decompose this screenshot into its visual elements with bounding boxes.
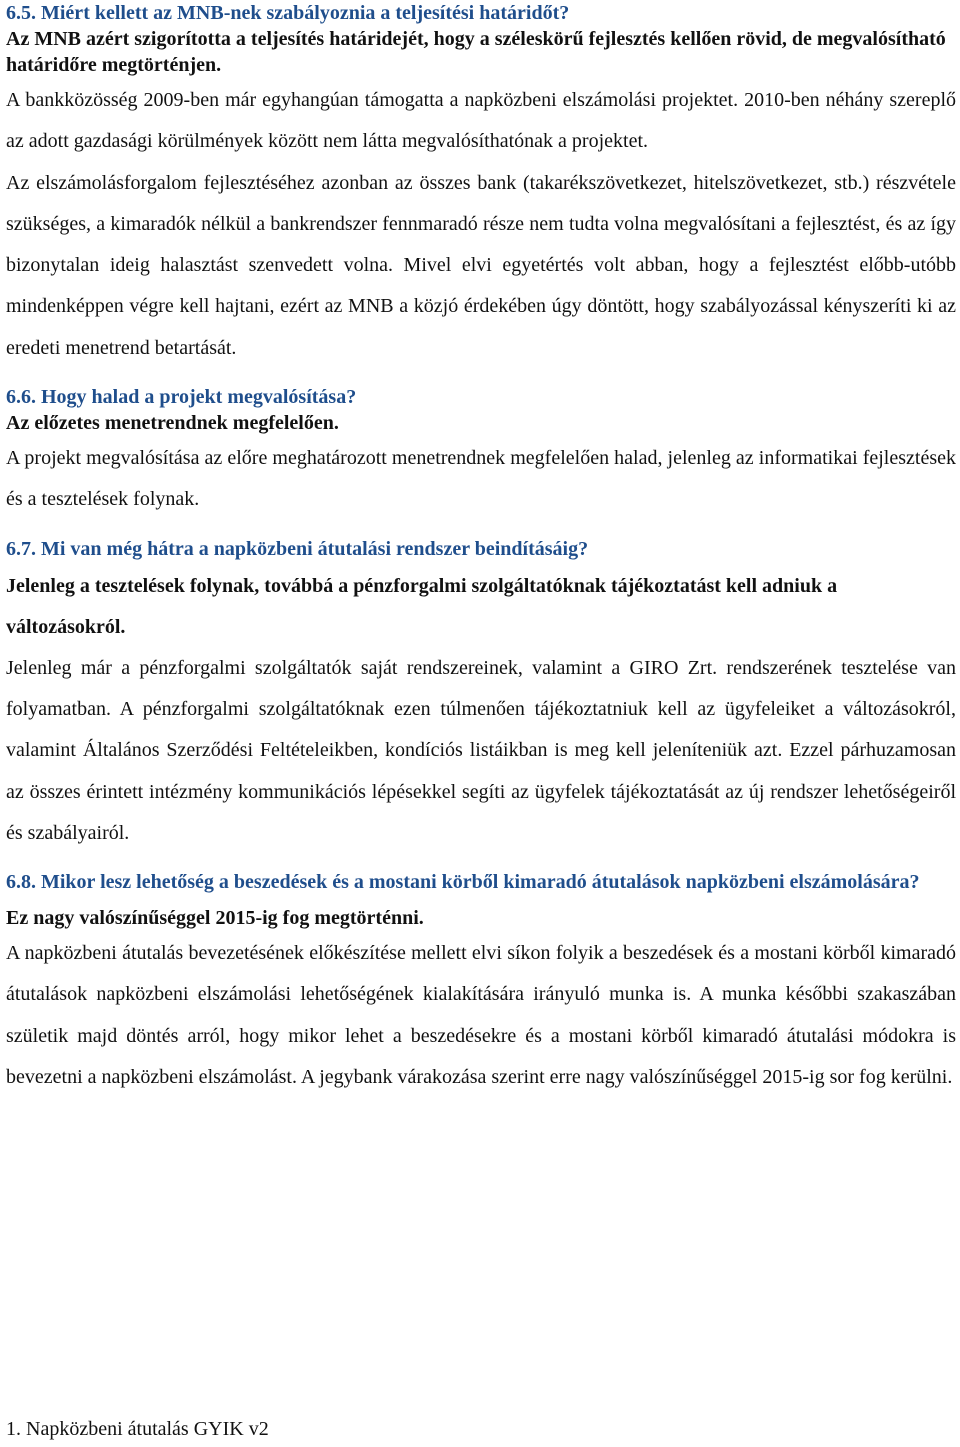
section-answer: Az MNB azért szigorította a teljesítés határidejét, hogy a széleskörű fejlesztés kellően rövid, de megvalósítható határidőre megtörténjen. bbox=[6, 28, 946, 76]
section-6-7 bbox=[6, 536, 956, 854]
section-answer: Ez nagy valószínűséggel 2015-ig fog megtörténni. bbox=[6, 907, 424, 930]
document-body bbox=[6, 0, 956, 1098]
section-heading bbox=[6, 536, 956, 562]
section-heading: 6.5. Miért kellett az MNB-nek szabályoznia a teljesítési határidőt? bbox=[6, 2, 570, 24]
section-answer: Jelenleg a tesztelések folynak, továbbá a pénzforgalmi szolgáltatóknak tájékoztatást kell adniuk a változásokról. bbox=[6, 574, 838, 638]
section-paragraph: A projekt megvalósítása az előre meghatározott menetrendnek megfelelően halad, jelenleg az informatikai fejlesztések és a tesztelések folynak. bbox=[6, 447, 956, 511]
section-title: Mi van még hátra a napközbeni átutalási rendszer beindításáig? bbox=[41, 537, 589, 560]
section-paragraph: A bankközösség 2009-ben már egyhangúan támogatta a napközbeni elszámolási projektet. 2010-ben néhány szereplő az adott gazdasági körülmények között nem látta megvalósíthatónak a projektet. bbox=[6, 89, 956, 153]
section-paragraph: A napközbeni átutalás bevezetésének előkészítése mellett elvi síkon folyik a beszedések és a mostani körből kimaradó átutalások napközbeni elszámolási lehetőségének kialakítására irányuló munka is. A munka későbbi szakaszában születik majd döntés arról, hogy mikor lehet a beszedésekre és a mostani körből kimaradó átutalási módokra is bevezetni a napközbeni elszámolást. A jegybank várakozása szerint erre nagy valószínűséggel 2015-ig sor fog kerülni. bbox=[6, 942, 956, 1089]
section-title: Mikor lesz lehetőség a beszedések és a mostani körből kimaradó átutalások napközbeni elszámolására? bbox=[41, 871, 920, 894]
page-footer: 1. Napközbeni átutalás GYIK v2 bbox=[6, 1418, 269, 1440]
section-title: Hogy halad a projekt megvalósítása? bbox=[41, 386, 357, 409]
section-number: 6.8. bbox=[6, 871, 36, 894]
section-6-8 bbox=[6, 869, 956, 1098]
section-heading bbox=[6, 384, 956, 410]
section-6-6 bbox=[6, 384, 956, 521]
section-heading bbox=[6, 869, 956, 895]
section-answer: Az előzetes menetrendnek megfelelően. bbox=[6, 412, 339, 435]
section-paragraph: Jelenleg már a pénzforgalmi szolgáltatók saját rendszereinek, valamint a GIRO Zrt. rendszerének tesztelése van folyamatban. A pénzforgalmi szolgáltatóknak ezen túlmenően tájékoztatniuk kell az ügyfeleiket a változásokról, valamint Általános Szerződési Feltételeikben, kondíciós listáikban is meg kell jeleníteniük azt. Ezzel párhuzamosan az összes érintett intézmény kommunikációs lépésekkel segíti az ügyfelek tájékoztatását az új rendszer lehetőségeiről és szabályairól. bbox=[6, 656, 956, 844]
section-number: 6.7. bbox=[6, 537, 36, 560]
section-paragraph: Az elszámolásforgalom fejlesztéséhez azonban az összes bank (takarékszövetkezet, hitelszövetkezet, stb.) részvétele szükséges, a kimaradók nélkül a bankrendszer fennmaradó része nem tudta volna megvalósítani a fejlesztést, és az így bizonytalan ideig halasztást szenvedett volna. Mivel elvi egyetértés volt abban, hogy a fejlesztést előbb-utóbb mindenképpen végre kell hajtani, ezért az MNB a közjó érdekében úgy döntött, hogy szabályozással kényszeríti ki az eredeti menetrend betartását. bbox=[6, 171, 956, 359]
section-number: 6.6. bbox=[6, 386, 36, 409]
section-6-5 bbox=[6, 0, 956, 369]
